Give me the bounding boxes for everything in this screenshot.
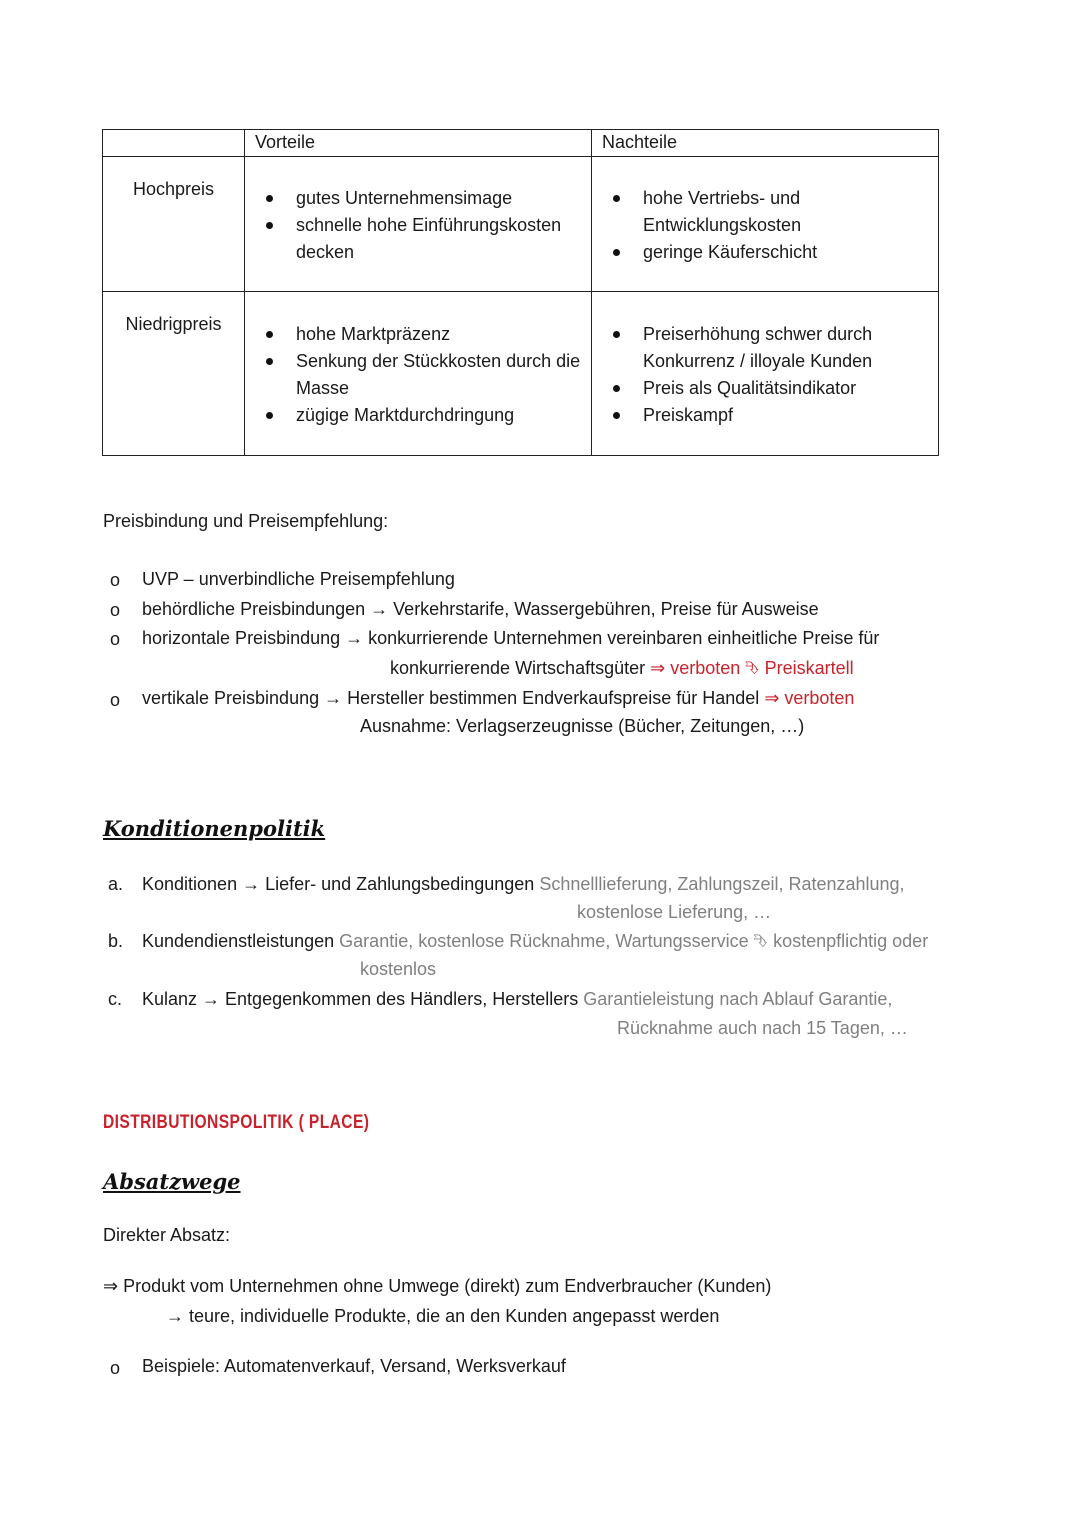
list-item: schnelle hohe Einführungskosten decken	[265, 212, 591, 266]
nachteile-list	[592, 185, 938, 266]
vorteile-list	[245, 321, 591, 429]
table-row	[103, 292, 939, 456]
absatzwege-heading: Absatzwege	[103, 1169, 241, 1194]
row-label: Hochpreis	[132, 179, 215, 199]
vorteile-list	[245, 185, 591, 266]
list-marker: c.	[108, 989, 123, 1009]
list-item: Konditionen → Liefer- und Zahlungsbedingungen Schnelllieferung, Zahlungszeil, Ratenzahlung,	[142, 874, 905, 894]
list-item-cont: Ausnahme: Verlagserzeugnisse (Bücher, Zeitungen, …)	[360, 716, 805, 736]
list-item-cont: kostenlose Lieferung, …	[577, 902, 772, 922]
table-row	[103, 157, 939, 292]
list-item: vertikale Preisbindung → Hersteller bestimmen Endverkaufspreise für Handel ⇒ verboten	[142, 688, 855, 708]
bullet-marker: o	[110, 690, 121, 710]
list-item: UVP – unverbindliche Preisempfehlung	[142, 569, 455, 589]
list-item: Preiskampf	[612, 402, 938, 429]
bullet-marker: o	[110, 600, 121, 620]
bullet-marker: o	[110, 570, 121, 590]
list-item-cont: konkurrierende Wirtschaftsgüter ⇒ verboten ⮷ Preiskartell	[390, 658, 854, 678]
verboten-note: ⇒ verboten ⮷ Preiskartell	[650, 658, 854, 678]
verboten-note: ⇒ verboten	[764, 688, 855, 708]
header-nachteile: Nachteile	[592, 130, 939, 157]
list-item: hohe Vertriebs- und Entwicklungskosten	[612, 185, 938, 239]
list-item: Preiserhöhung schwer durch Konkurrenz / illoyale Kunden	[612, 321, 938, 375]
list-item: behördliche Preisbindungen → Verkehrstarife, Wassergebühren, Preise für Ausweise	[142, 599, 819, 619]
header-empty	[103, 130, 245, 157]
list-item: Kulanz → Entgegenkommen des Händlers, Herstellers Garantieleistung nach Ablauf Garantie,	[142, 989, 893, 1009]
konditionen-heading: Konditionenpolitik	[103, 816, 326, 841]
list-item: horizontale Preisbindung → konkurrierende Unternehmen vereinbaren einheitliche Preise für	[142, 628, 880, 648]
list-item: hohe Marktpräzenz	[265, 321, 591, 348]
preisbindung-heading: Preisbindung und Preisempfehlung:	[103, 511, 389, 531]
bullet-marker: o	[110, 1358, 121, 1378]
row-label: Niedrigpreis	[125, 314, 222, 334]
list-marker: b.	[108, 931, 124, 951]
header-vorteile: Vorteile	[245, 130, 592, 157]
text-line: ⇒ Produkt vom Unternehmen ohne Umwege (direkt) zum Endverbraucher (Kunden)	[103, 1276, 772, 1296]
text-line: → teure, individuelle Produkte, die an den Kunden angepasst werden	[166, 1306, 720, 1326]
list-item: Kundendienstleistungen Garantie, kostenlose Rücknahme, Wartungsservice ⮷ kostenpflichtig oder	[142, 931, 929, 951]
table-header-row	[103, 130, 939, 157]
pricing-table	[102, 129, 939, 456]
list-item: Preis als Qualitätsindikator	[612, 375, 938, 402]
list-item: zügige Marktdurchdringung	[265, 402, 591, 429]
direkter-absatz-label: Direkter Absatz:	[103, 1225, 231, 1245]
list-item-cont: kostenlos	[360, 959, 437, 979]
list-marker: a.	[108, 874, 124, 894]
bullet-marker: o	[110, 629, 121, 649]
list-item: Senkung der Stückkosten durch die Masse	[265, 348, 591, 402]
list-item-cont: Rücknahme auch nach 15 Tagen, …	[617, 1018, 908, 1038]
list-item: gutes Unternehmensimage	[265, 185, 591, 212]
list-item: Beispiele: Automatenverkauf, Versand, Werksverkauf	[142, 1356, 566, 1376]
list-item: geringe Käuferschicht	[612, 239, 938, 266]
nachteile-list	[592, 321, 938, 429]
distribution-heading: DISTRIBUTIONSPOLITIK ( PLACE)	[103, 1112, 370, 1133]
